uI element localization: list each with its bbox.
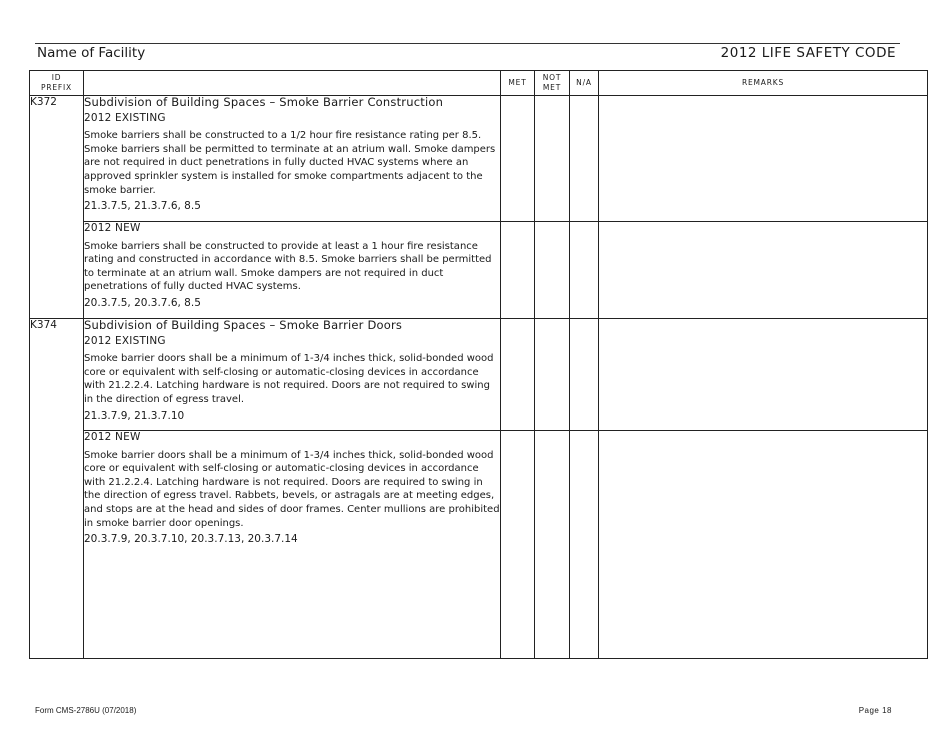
k372-id-cell [30, 96, 84, 319]
table-row [30, 222, 928, 319]
k372-new-not-met-cell[interactable] [535, 222, 570, 319]
table-row [30, 96, 928, 222]
k374-existing-refs: 21.3.7.9, 21.3.7.10 [84, 409, 185, 422]
k374-existing-description [84, 319, 501, 431]
k374-new-description [84, 431, 501, 659]
code-title: 2012 LIFE SAFETY CODE [720, 45, 896, 61]
description-header [84, 71, 501, 96]
k374-new-not-met-cell[interactable] [535, 431, 570, 659]
k372-existing-remarks-cell[interactable] [599, 96, 928, 222]
k372-new-met-cell[interactable] [501, 222, 535, 319]
remarks-header: REMARKS [599, 71, 928, 96]
table-row [30, 431, 928, 659]
survey-form-table [29, 70, 928, 659]
not-met-header-line2: MET [542, 83, 562, 92]
met-header: MET [501, 71, 535, 96]
page-number: Page 18 [858, 706, 892, 715]
facility-name-label: Name of Facility [37, 45, 146, 61]
k372-new-label: 2012 NEW [84, 222, 141, 234]
header-rule [35, 43, 900, 44]
not-met-header-line1: NOT [542, 73, 562, 82]
k374-title: Subdivision of Building Spaces – Smoke Barrier Doors [84, 318, 403, 332]
k372-new-description [84, 222, 501, 319]
k374-existing-label: 2012 EXISTING [84, 334, 166, 347]
k374-existing-not-met-cell[interactable] [535, 319, 570, 431]
k372-title: Subdivision of Building Spaces – Smoke Barrier Construction [84, 95, 444, 109]
k374-existing-remarks-cell[interactable] [599, 319, 928, 431]
k372-new-na-cell[interactable] [570, 222, 599, 319]
table-row [30, 319, 928, 431]
k374-new-remarks-cell[interactable] [599, 431, 928, 659]
k374-existing-met-cell[interactable] [501, 319, 535, 431]
k374-id: K374 [30, 319, 57, 331]
k374-new-refs: 20.3.7.9, 20.3.7.10, 20.3.7.13, 20.3.7.14 [84, 533, 298, 546]
k372-new-refs: 20.3.7.5, 20.3.7.6, 8.5 [84, 296, 201, 309]
k372-existing-met-cell[interactable] [501, 96, 535, 222]
k372-new-remarks-cell[interactable] [599, 222, 928, 319]
prefix-header-line2: PREFIX [41, 83, 72, 92]
not-met-header [535, 71, 570, 96]
id-header-line1: ID [51, 73, 62, 82]
k374-id-cell [30, 319, 84, 659]
k374-new-label: 2012 NEW [84, 431, 141, 443]
na-header: N/A [570, 71, 599, 96]
k374-existing-na-cell[interactable] [570, 319, 599, 431]
k372-existing-na-cell[interactable] [570, 96, 599, 222]
id-prefix-header [30, 71, 84, 96]
k372-existing-label: 2012 EXISTING [84, 111, 166, 124]
table-header-row [30, 71, 928, 96]
form-id: Form CMS-2786U (07/2018) [35, 706, 137, 715]
k372-existing-description [84, 96, 501, 222]
k374-new-text: Smoke barrier doors shall be a minimum of 1-3/4 inches thick, solid-bonded wood core or equivalent with self-closing or automatic-closing devices in accordance with 21.2.2.4. Latching hardware is not required. Doors are required to swing in the direction of egress travel. Rabbets, bevels, or astragals are at meeting edges, and stops are at the head and sides of door frames. Center mullions are prohibited in smoke barrier door openings. [84, 449, 500, 529]
k372-existing-text: Smoke barriers shall be constructed to a 1/2 hour fire resistance rating per 8.5. Smoke barriers shall be permitted to terminate at an atrium wall. Smoke dampers are not required in duct penetrations in fully ducted HVAC systems where an approved sprinkler system is installed for smoke compartments adjacent to the smoke barrier. [84, 130, 496, 196]
k374-existing-text: Smoke barrier doors shall be a minimum of 1-3/4 inches thick, solid-bonded wood core or equivalent with self-closing or automatic-closing devices in accordance with 21.2.2.4. Latching hardware is not required. Doors are not required to swing in the direction of egress travel. [84, 353, 494, 405]
k374-new-na-cell[interactable] [570, 431, 599, 659]
k374-new-met-cell[interactable] [501, 431, 535, 659]
k372-existing-not-met-cell[interactable] [535, 96, 570, 222]
k372-new-text: Smoke barriers shall be constructed to provide at least a 1 hour fire resistance rating and constructed in accordance with 8.5. Smoke barriers shall be permitted to terminate at an atrium wall. Smoke dampers are not required in duct penetrations of fully ducted HVAC systems. [84, 240, 492, 293]
k372-id: K372 [30, 96, 57, 108]
k372-existing-refs: 21.3.7.5, 21.3.7.6, 8.5 [84, 200, 201, 213]
